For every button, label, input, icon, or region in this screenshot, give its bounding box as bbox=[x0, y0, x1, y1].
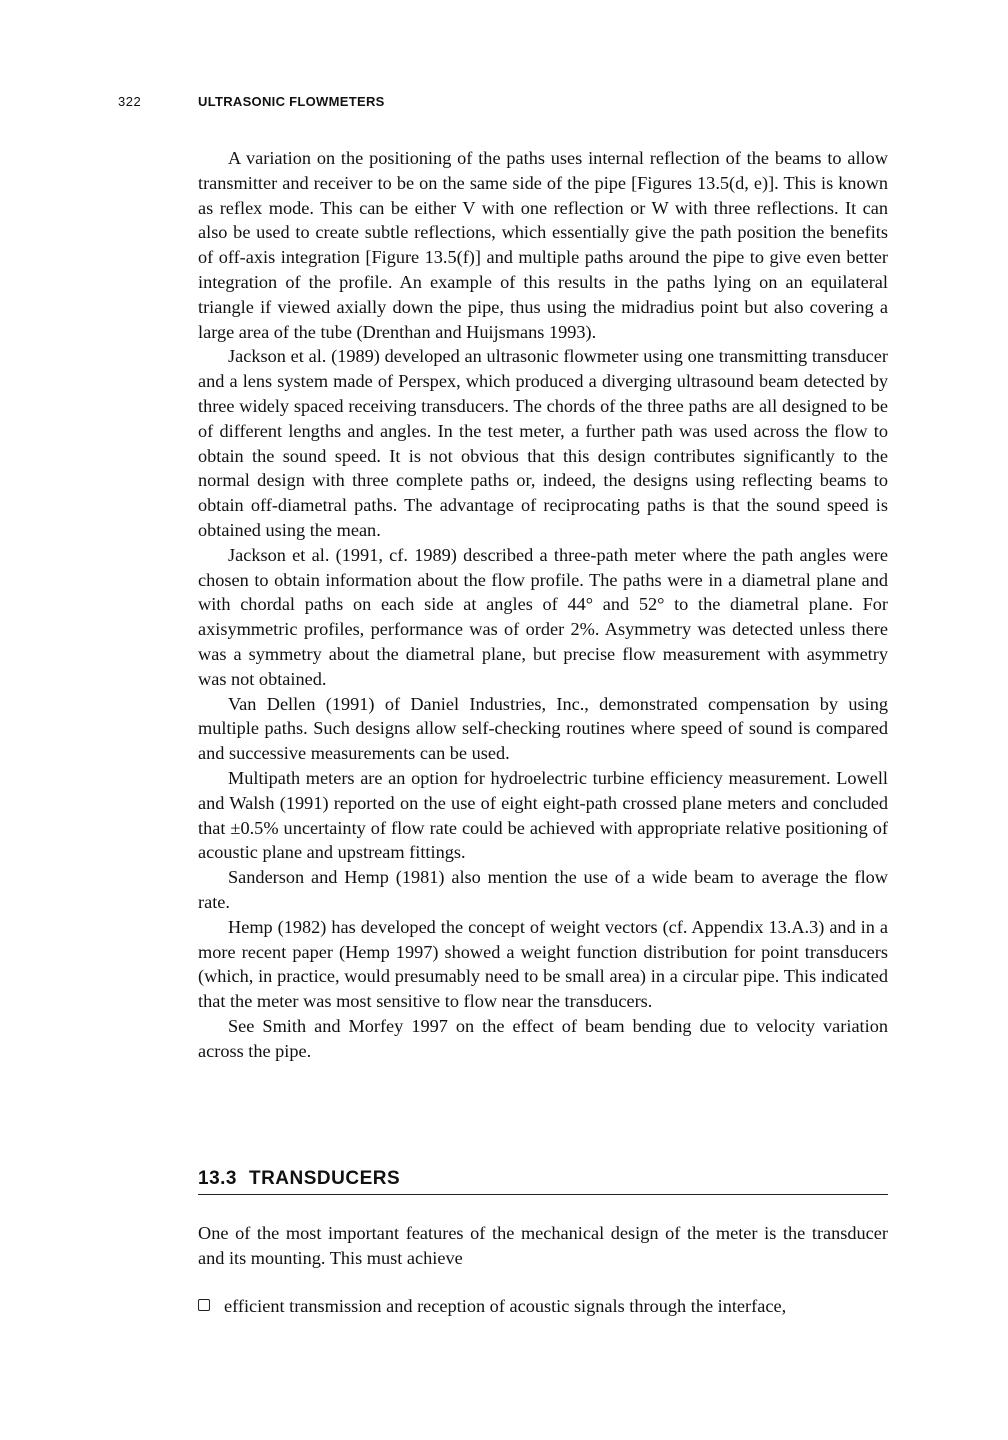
paragraph-multipath: Multipath meters are an option for hydroelectric turbine efficiency measurement. Lowell and Walsh (1991) reported on the use of eight eight-path crossed plane meters and concluded that ±0.5% uncertainty of flow rate could be achieved with appropriate relative positioning of acoustic plane and upstream fittings. bbox=[198, 767, 888, 863]
section-intro: One of the most important features of the mechanical design of the meter is the transducer and its mounting. This must achieve bbox=[198, 1223, 888, 1268]
list-item bbox=[198, 1294, 888, 1319]
body-text bbox=[198, 146, 888, 1063]
paragraph-smith-morfey: See Smith and Morfey 1997 on the effect of beam bending due to velocity variation across the pipe. bbox=[198, 1015, 888, 1061]
running-header bbox=[118, 94, 908, 114]
paragraph-jackson-1989: Jackson et al. (1989) developed an ultrasonic flowmeter using one transmitting transducer and a lens system made of Perspex, which produced a diverging ultrasound beam detected by three widely spaced receiving transducers. The chords of the three paths are all designed to be of different lengths and angles. In the test meter, a further path was used across the flow to obtain the sound speed. It is not obvious that this design contributes significantly to the normal design with three complete paths or, indeed, the designs using reflecting beams to obtain off-diametral paths. The advantage of reciprocating paths is that the sound speed is obtained using the mean. bbox=[198, 346, 888, 540]
paragraph-sanderson: Sanderson and Hemp (1981) also mention the use of a wide beam to average the flow rate. bbox=[198, 867, 888, 912]
paragraph-reflex-mode: A variation on the positioning of the paths uses internal reflection of the beams to allow transmitter and receiver to be on the same side of the pipe [Figures 13.5(d, e)]. This is known as reflex mode. This can be either V with one reflection or W with three reflections. It can also be used to create subtle reflections, which essentially give the path position the benefits of off-axis integration [Figure 13.5(f)] and multiple paths around the pipe to give even better integration of the profile. An example of this results in the paths lying on an equilateral triangle if viewed axially down the pipe, thus using the midradius point but also covering a large area of the tube (Drenthan and Huijsmans 1993). bbox=[198, 148, 888, 342]
paragraph-hemp: Hemp (1982) has developed the concept of weight vectors (cf. Appendix 13.A.3) and in a more recent paper (Hemp 1997) showed a weight function distribution for point transducers (which, in practice, would presumably need to be small area) in a circular pipe. This indicated that the meter was most sensitive to flow near the transducers. bbox=[198, 916, 888, 1012]
paragraph-jackson-1991: Jackson et al. (1991, cf. 1989) described a three-path meter where the path angles were chosen to obtain information about the flow profile. The paths were in a diametral plane and with chordal paths on each side at angles of 44° and 52° to the diametral plane. For axisymmetric profiles, performance was of order 2%. Asymmetry was detected unless there was a symmetry about the diametral plane, but precise flow measurement with asymmetry was not obtained. bbox=[198, 544, 888, 689]
running-title: ULTRASONIC FLOWMETERS bbox=[198, 94, 385, 109]
section-heading bbox=[198, 1168, 888, 1195]
section-title: TRANSDUCERS bbox=[248, 1168, 401, 1189]
paragraph-van-dellen: Van Dellen (1991) of Daniel Industries, Inc., demonstrated compensation by using multiple paths. Such designs allow self-checking routines where speed of sound is compared and successive measurements can be used. bbox=[198, 693, 888, 764]
checkbox-bullet-icon bbox=[198, 1299, 210, 1311]
section-number: 13.3 bbox=[198, 1168, 237, 1189]
page-number: 322 bbox=[118, 94, 142, 109]
list-item-text: efficient transmission and reception of acoustic signals through the interface, bbox=[224, 1296, 787, 1316]
